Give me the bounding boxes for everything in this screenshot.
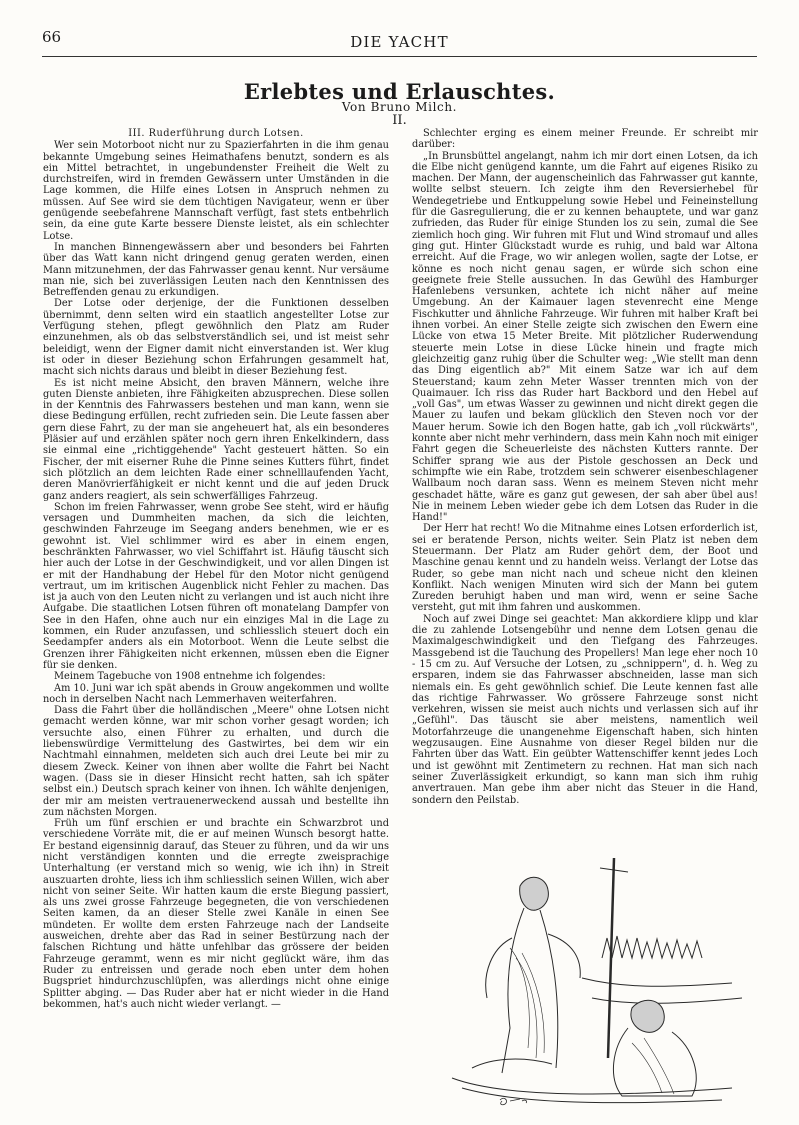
page-number: 66 [42,28,62,46]
paragraph: Noch auf zwei Dinge sei geachtet: Man akkordiere klipp und klar die zu zahlende Lotsengebühr und nenne dem Lotsen genau die Maximalgeschwindigkeit und den Tiefgang des Fahrzeuges. Massgebend ist die Tauchung des Propellers! Man lege eher noch 10 - 15 cm zu. Auf Versuche der Lotsen, zu „schnippern", d. h. Weg zu ersparen, indem sie das Fahrwasser abschneiden, lasse man sich niemals ein. Es geht gewöhnlich schief. Die Leute kennen fast alle das richtige Fahrwasser. Wo grössere Fahrzeuge sonst nicht verkehren, wissen sie meist auch nichts und verlassen sich auf ihr „Gefühl". Das täuscht sie aber meistens, namentlich weil Motorfahrzeuge die unangenehme Eigenschaft haben, sich hinten wegzusaugen. Eine Ausnahme von dieser Regel bilden nur die Fahrten über das Watt. Ein geübter Wattenschiffer kennt jedes Loch und ist gewöhnt mit Zentimetern zu rechnen. Hat man sich nach seiner Zuverlässigkeit erkundigt, so kann man sich ihm ruhig anvertrauen. Man gebe ihm aber nicht das Steuer in die Hand, sondern den Peilstab. [412,613,758,806]
journal-title: DIE YACHT [350,33,449,51]
article-title: Erlebtes und Erlauschtes. [243,79,556,104]
left-text-column [43,128,389,1110]
quoted-letter: „In Brunsbüttel angelangt, nahm ich mir dort einen Lotsen, da ich die Elbe nicht genügend kannte, um die Fahrt auf eigenes Risiko zu machen. Der Mann, der augenscheinlich das Fahrwasser gut kannte, wollte selbst steuern. Ich zeigte ihm den Reversierhebel für Wendegetriebe und Entkuppelung sowie Hebel und Feineinstellung für die Gasregulierung, die er zu kennen behauptete, und war ganz zufrieden, das Ruder für einige Stunden los zu sein, zumal die See ziemlich hoch ging. Wir fuhren mit Flut und Wind stromauf und alles ging gut. Hinter Glückstadt wurde es ruhig, und bald war Altona erreicht. Auf die Frage, wo wir anlegen wollen, sagte der Lotse, er könne es noch nicht genau sagen, er würde sich schon eine geeignete freie Stelle aussuchen. In das Gewühl des Hamburger Hafenlebens versunken, achtete ich nicht näher auf meine Umgebung. An der Kaimauer lagen stevenrecht eine Menge Fischkutter und ähnliche Fahrzeuge. Wir fuhren mit halber Kraft bei ihnen vorbei. An einer Stelle zeigte sich zwischen den Ewern eine Lücke von etwa 15 Meter Breite. Mit plötzlicher Ruderwendung steuerte mein Lotse in diese Lücke hinein und fragte mich gleichzeitig ganz ruhig über die Schulter weg: „Wie stellt man denn das Ding eigentlich ab?" Mit einem Satze war ich auf dem Steuerstand; kaum zehn Meter Wasser trennten mich von der Quaimauer. Ich riss das Ruder hart Backbord und den Hebel auf „voll Gas", um etwas Wasser zu gewinnen und nicht direkt gegen die Mauer zu laufen und bekam glücklich den Steven noch vor der Mauer herum. Sowie ich den Bogen hatte, gab ich „voll rückwärts", konnte aber nicht mehr verhindern, dass mein Kahn noch mit einiger Fahrt gegen die Scheuerleiste des nächsten Kutters rannte. Der Schiffer sprang wie aus der Pistole geschossen an Deck und schimpfte wie ein Rabe, trotzdem sein schwerer eisenbeschlagener Wallbaum noch daran sass. Wenn es meinem Steven nicht mehr geschadet hätte, wäre es ganz gut gewesen, der sah aber übel aus! Nie in meinem Leben wieder gebe ich dem Lotsen das Ruder in die Hand!" [412,150,758,524]
article-author: Von Bruno Milch. [341,100,458,114]
paragraph: Meinem Tagebuche von 1908 entnehme ich folgendes: [54,671,326,683]
paragraph: Der Lotse oder derjenige, der die Funktionen desselben übernimmt, denn selten wird ein staatlich angestellter Lotse zur Verfügung stehen, pflegt gewöhnlich den Platz am Ruder einzunehmen, als ob das selbstverständlich sei, und ist meist sehr beleidigt, wenn der Eigner damit nicht einverstanden ist. Wer klug ist oder in dieser Beziehung schon Erfahrungen gesammelt hat, macht sich nichts daraus und bleibt in dieser Beziehung fest. [43,298,389,378]
right-text-column [412,128,758,818]
paragraph: Früh um fünf erschien er und brachte ein Schwarzbrot und verschiedene Vorräte mit, die er auf meinen Wunsch besorgt hatte. Er bestand eigensinnig darauf, das Steuer zu führen, und da wir uns nicht verständigen konnten und die erregte zweisprachige Unterhaltung (er verstand mich so wenig, wie ich ihn) in Streit auszuarten drohte, liess ich ihm schliesslich seinen Willen, wich aber nicht von seiner Seite. Wir hatten kaum die erste Biegung passiert, als uns zwei grosse Fahrzeuge begegneten, die von verschiedenen Seiten kamen, da an dieser Stelle zwei Kanäle in einen See mündeten. Er wollte dem ersten Fahrzeuge nach der Landseite ausweichen, drehte aber das Rad in seiner Bestürzung nach der falschen Richtung und hätte unfehlbar das grössere der beiden Fahrzeuge gerammt, wenn es mir nicht geglückt wäre, ihm das Ruder zu entreissen und gerade noch eben unter dem hohen Bugspriet hindurchzuschlüpfen, was allerdings nicht ohne einige Splitter abging. — Das Ruder aber hat er nicht wieder in die Hand bekommen, hat's auch nicht wieder verlangt. — [43,818,389,1010]
paragraph: Wer sein Motorboot nicht nur zu Spazierfahrten in die ihm genau bekannte Umgebung seines Heimathafens benutzt, sondern es als ein Mittel betrachtet, in ungebundenster Freiheit die Welt zu durchstreifen, wird in fremden Gewässern unter Umständen in die Lage kommen, die Hilfe eines Lotsen in Anspruch nehmen zu müssen. Auf See wird sie dem tüchtigen Navigateur, wenn er über genügende seebefahrene Mannschaft verfügt, fast stets entbehrlich sein, da eine gute Karte bessere Dienste leistet, als ein schlechter Lotse. [43,140,389,242]
section-heading: III. Ruderführung durch Lotsen. [128,128,304,139]
paragraph: Dass die Fahrt über die holländischen „Meere" ohne Lotsen nicht gemacht werden könne, war mir schon vorher gesagt worden; ich versuchte also, einen Führer zu erhalten, und durch die liebenswürdige Vermittelung des Gastwirtes, bei dem wir ein Nachtmahl einnahmen, meldeten sich auch drei Leute bei mir zu diesem Zweck. Keiner von ihnen aber wollte die Fahrt bei Nacht wagen. (Dass sie in dieser Hinsicht recht hatten, sah ich später selbst ein.) Deutsch sprach keiner von ihnen. Ich wählte denjenigen, der mir am meisten vertrauenerweckend aussah und bestellte ihn zum nächsten Morgen. [43,705,389,818]
paragraph: Es ist nicht meine Absicht, den braven Männern, welche ihre guten Dienste anbieten, ihre Fähigkeiten abzusprechen. Diese sollen in der Kenntnis des Fahrwassers bestehen und man kann, wenn sie diese Bedingung erfüllen, recht zufrieden sein. Die Leute fassen aber gern diese Fahrt, zu der man sie angeheuert hat, als ein besonderes Pläsier auf und erzählen später noch gern ihren Enkelkindern, dass sie einmal eine „richtiggehende" Yacht gesteuert hätten. So ein Fischer, der mit eiserner Ruhe die Pinne seines Kutters führt, findet sich plötzlich an dem leichten Rade einer schnelllaufenden Yacht, deren Manövrierfähigkeit er nicht kennt und die auf jeden Druck ganz anders reagiert, als sein schwerfälliges Fahrzeug. [43,377,389,502]
paragraph: Am 10. Juni war ich spät abends in Grouw angekommen und wollte noch in derselben Nacht nach Lemmerhaven weiterfahren. [43,682,389,705]
paragraph: Schon im freien Fahrwasser, wenn grobe See steht, wird er häufig versagen und Dummheiten machen, da sich die leichten, geschwinden Fahrzeuge im Seegang anders benehmen, wie er es gewohnt ist. Viel schlimmer wird es aber in einem engen, beschränkten Fahrwasser, wo viel Schiffahrt ist. Häufig täuscht sich hier auch der Lotse in der Geschwindigkeit, und vor allen Dingen ist er mit der Handhabung der Hebel für den Motor nicht genügend vertraut, um im kritischen Augenblick nicht Fehler zu machen. Das ist ja auch von den Leuten nicht zu verlangen und ist auch nicht ihre Aufgabe. Die staatlichen Lotsen führen oft monatelang Dampfer von See in den Hafen, ohne auch nur ein einziges Mal in die Lage zu kommen, ein Ruder anzufassen, und schliesslich steuert doch ein Seedampfer anders als ein Motorboot. Wenn die Leute selbst die Grenzen ihrer Fähigkeiten nicht erkennen, müssen eben die Eigner für sie denken. [43,501,389,671]
paragraph: Der Herr hat recht! Wo die Mitnahme eines Lotsen erforderlich ist, sei er beratende Person, nichts weiter. Sein Platz ist neben dem Steuermann. Der Platz am Ruder gehört dem, der Boot und Maschine genau kennt und zu handeln weiss. Verlangt der Lotse das Ruder, so gebe man nicht nach und scheue nicht den kleinen Konflikt. Nach wenigen Minuten wird sich der Mann bei gutem Zureden beruhigt haben und man wird, wenn er seine Sache versteht, gut mit ihm fahren und auskommen. [412,523,758,614]
paragraph: In manchen Binnengewässern aber und besonders bei Fahrten über das Watt kann nicht dringend genug geraten werden, einen Mann mitzunehmen, der das Fahrwasser genau kennt. Nur versäume man nie, sich bei zuverlässigen Leuten nach den Kenntnissen des Betreffenden genau zu erkundigen. [43,241,389,299]
header-rule [42,56,757,57]
harbor-pilot-illustration [432,838,752,1110]
paragraph: Schlechter erging es einem meiner Freunde. Er schreibt mir darüber: [412,128,758,151]
article-part-number: II. [392,113,407,128]
